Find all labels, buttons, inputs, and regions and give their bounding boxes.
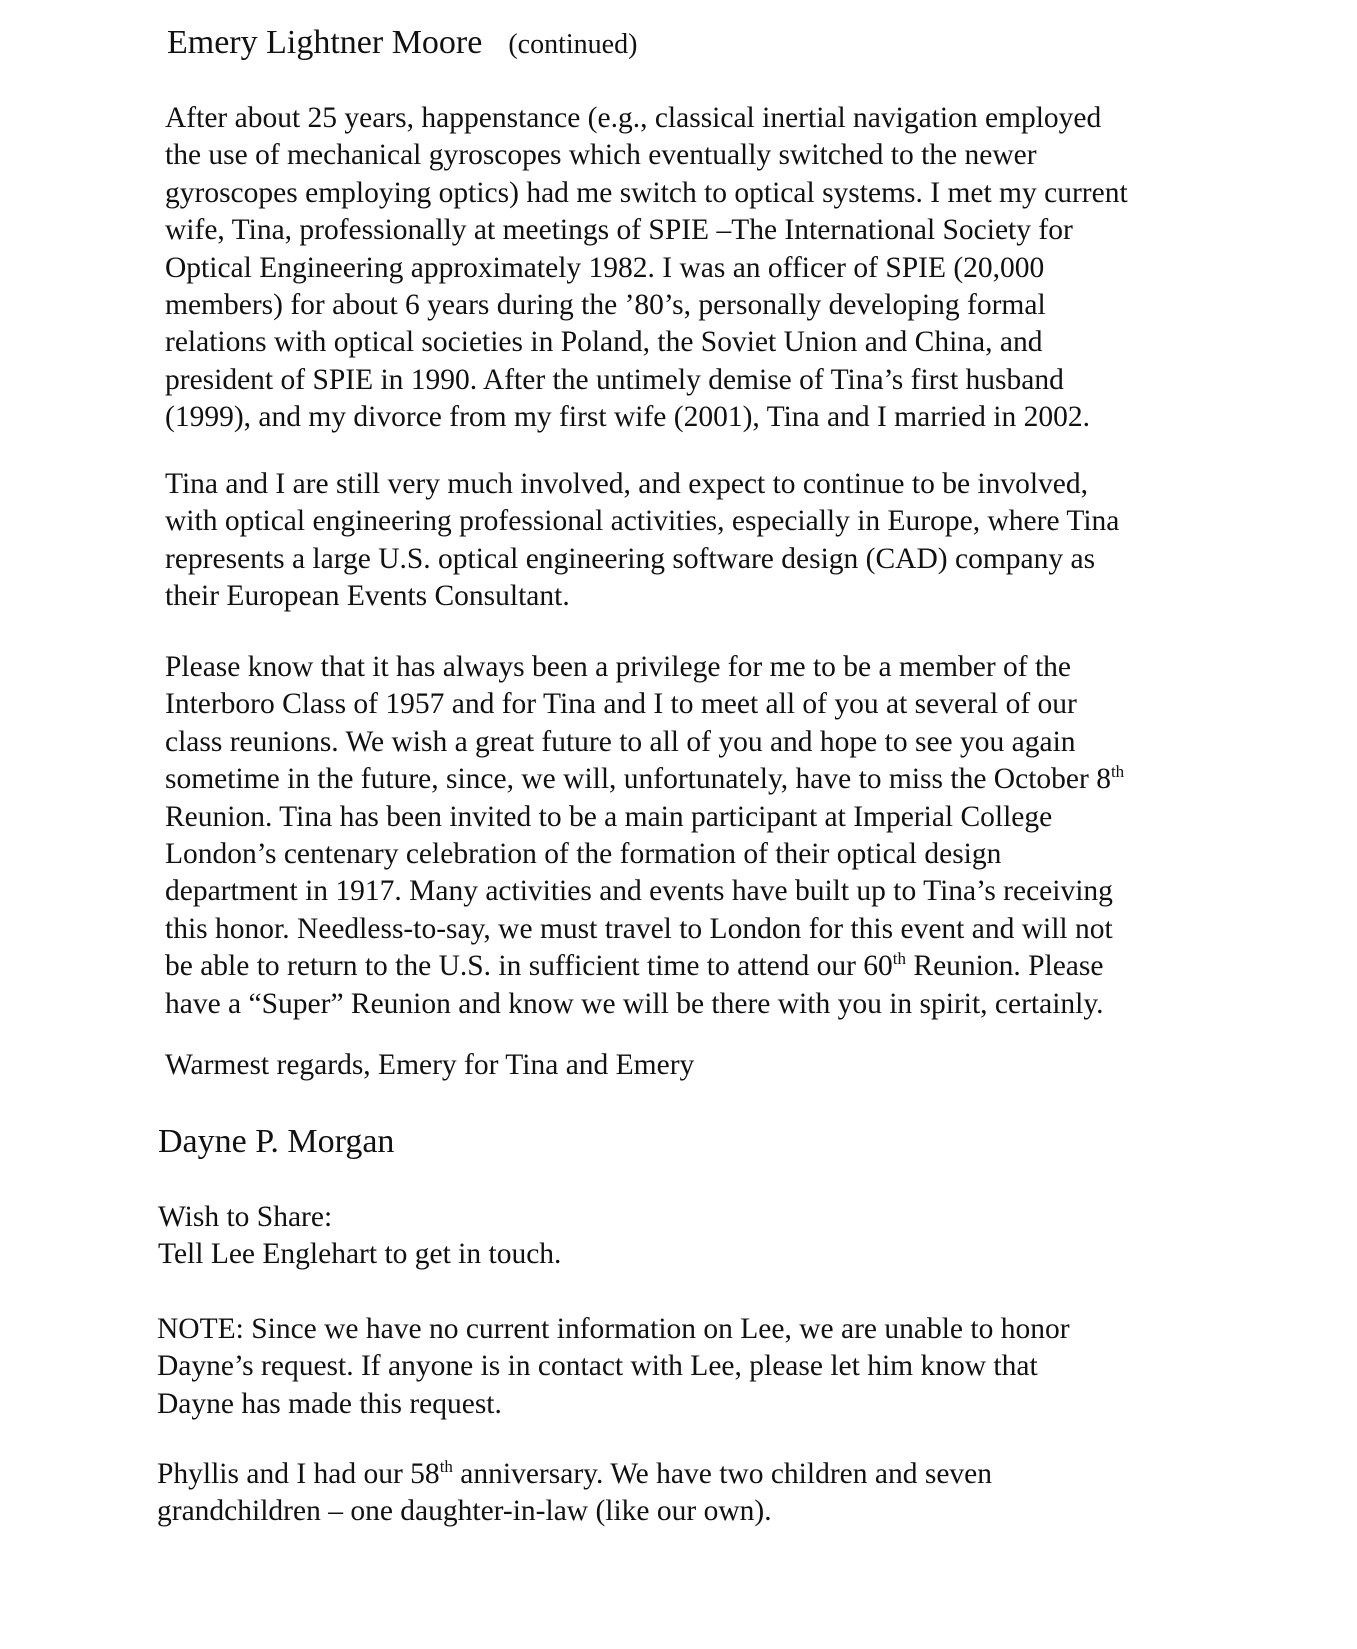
text-line: class reunions. We wish a great future to all of you and hope to see you again bbox=[165, 725, 1076, 758]
text-line: relations with optical societies in Poland, the Soviet Union and China, and bbox=[165, 326, 1043, 359]
text-line: grandchildren – one daughter-in-law (like our own). bbox=[157, 1495, 772, 1528]
text-segment: be able to return to the U.S. in sufficient time to attend our 60 bbox=[165, 950, 893, 983]
text-line: After about 25 years, happenstance (e.g., classical inertial navigation employed bbox=[165, 102, 1102, 134]
ordinal-suffix: th bbox=[439, 1457, 453, 1477]
wish-text: Tell Lee Englehart to get in touch. bbox=[158, 1238, 562, 1271]
wish-to-share bbox=[158, 1199, 1258, 1274]
text-line: gyroscopes employing optics) had me switch to optical systems. I met my current bbox=[165, 176, 1128, 209]
paragraph-reunion bbox=[165, 649, 1265, 1023]
text-segment: Reunion. Please bbox=[906, 950, 1104, 983]
note-paragraph bbox=[157, 1311, 1257, 1423]
text-line: have a “Super” Reunion and know we will be there with you in spirit, certainly. bbox=[165, 987, 1104, 1020]
person-heading-dayne bbox=[158, 1122, 394, 1162]
text-line: Optical Engineering approximately 1982. I was an officer of SPIE (20,000 bbox=[165, 251, 1045, 284]
text-line bbox=[165, 761, 1265, 798]
text-line bbox=[165, 948, 1265, 985]
text-line: Reunion. Tina has been invited to be a main participant at Imperial College bbox=[165, 800, 1053, 833]
text-line: NOTE: Since we have no current information on Lee, we are unable to honor bbox=[157, 1313, 1070, 1345]
text-line: president of SPIE in 1990. After the untimely demise of Tina’s first husband bbox=[165, 363, 1064, 396]
anniversary-paragraph bbox=[157, 1456, 1257, 1531]
text-line: this honor. Needless-to-say, we must travel to London for this event and will not bbox=[165, 912, 1113, 945]
text-line: Dayne’s request. If anyone is in contact with Lee, please let him know that bbox=[157, 1350, 1038, 1383]
text-line: with optical engineering professional activities, especially in Europe, where Tina bbox=[165, 505, 1120, 538]
continued-label: (continued) bbox=[508, 29, 638, 60]
text-segment: Phyllis and I had our 58 bbox=[157, 1458, 440, 1490]
text-line: London’s centenary celebration of the formation of their optical design bbox=[165, 838, 1002, 871]
text-segment: sometime in the future, since, we will, unfortunately, have to miss the October 8 bbox=[165, 763, 1111, 796]
person-name: Dayne P. Morgan bbox=[158, 1123, 395, 1160]
text-line: their European Events Consultant. bbox=[165, 580, 570, 613]
text-line: the use of mechanical gyroscopes which eventually switched to the newer bbox=[165, 139, 1037, 172]
text-line: represents a large U.S. optical engineering software design (CAD) company as bbox=[165, 542, 1096, 575]
text-segment: anniversary. We have two children and seven bbox=[452, 1458, 993, 1490]
paragraph-career bbox=[165, 100, 1265, 437]
text-line: Tina and I are still very much involved, and expect to continue to be involved, bbox=[165, 468, 1089, 500]
text-line: (1999), and my divorce from my first wife (2001), Tina and I married in 2002. bbox=[165, 401, 1090, 434]
paragraph-involvement bbox=[165, 466, 1265, 616]
person-heading-emery bbox=[167, 23, 637, 65]
closing-signature: Warmest regards, Emery for Tina and Emery bbox=[165, 1049, 695, 1081]
text-line: Interboro Class of 1957 and for Tina and I to meet all of you at several of our bbox=[165, 688, 1077, 721]
text-line: members) for about 6 years during the ’80’s, personally developing formal bbox=[165, 289, 1046, 322]
text-line bbox=[157, 1456, 1257, 1493]
text-line: Dayne has made this request. bbox=[157, 1387, 502, 1420]
ordinal-suffix: th bbox=[892, 949, 907, 969]
ordinal-suffix: th bbox=[1110, 762, 1125, 782]
text-line: wife, Tina, professionally at meetings of SPIE –The International Society for bbox=[165, 214, 1073, 247]
wish-title: Wish to Share: bbox=[158, 1201, 333, 1233]
text-line: department in 1917. Many activities and events have built up to Tina’s receiving bbox=[165, 875, 1113, 908]
person-name: Emery Lightner Moore bbox=[167, 24, 483, 61]
text-line: Please know that it has always been a privilege for me to be a member of the bbox=[165, 651, 1072, 683]
